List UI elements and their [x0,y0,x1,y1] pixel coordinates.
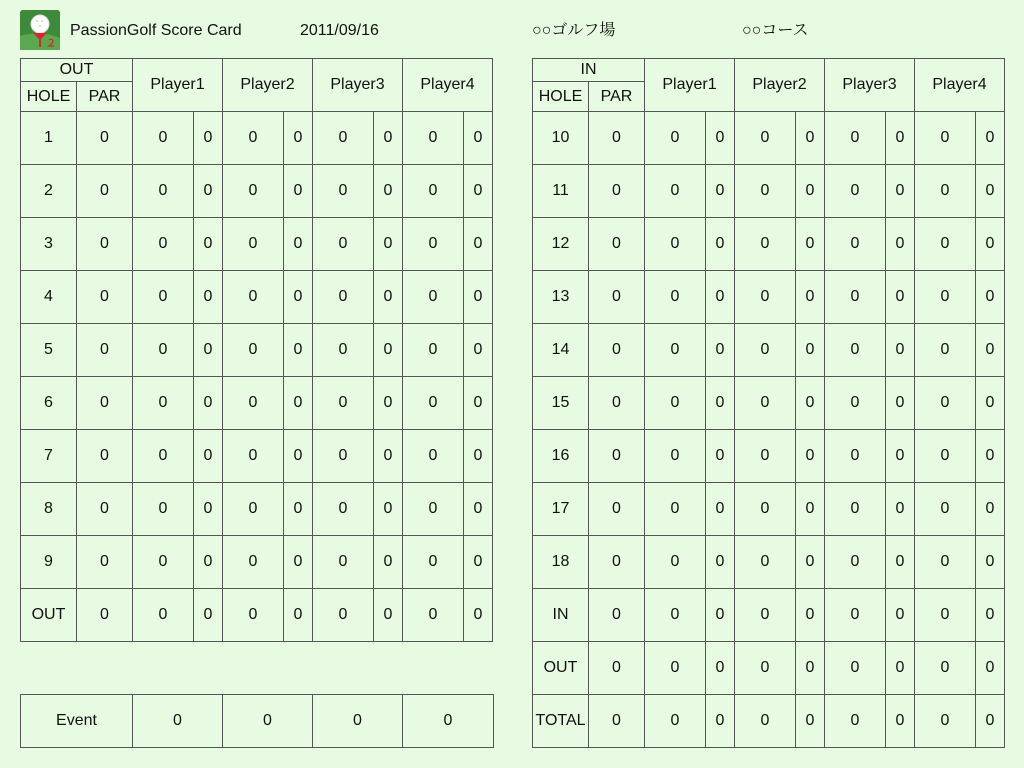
player1-putt-cell[interactable]: 0 [194,218,223,271]
player3-score-cell[interactable]: 0 [313,430,374,483]
player2-score-cell[interactable]: 0 [735,695,796,748]
player2-header[interactable]: Player2 [735,59,825,112]
player3-putt-cell[interactable]: 0 [374,483,403,536]
player3-putt-cell[interactable]: 0 [374,218,403,271]
player1-score-cell[interactable]: 0 [645,430,706,483]
player3-putt-cell[interactable]: 0 [374,271,403,324]
par-cell[interactable]: 0 [77,483,133,536]
player1-score-cell[interactable]: 0 [645,536,706,589]
event-table [20,694,494,748]
player3-score-cell[interactable]: 0 [825,324,886,377]
hole-number-cell: 1 [21,112,77,165]
player3-score-cell[interactable]: 0 [313,377,374,430]
player4-score-cell[interactable]: 0 [915,536,976,589]
hole-number-cell: 2 [21,165,77,218]
par-cell[interactable]: 0 [589,589,645,642]
hole-row [21,377,493,430]
par-cell[interactable]: 0 [77,430,133,483]
player4-score-cell[interactable]: 0 [915,165,976,218]
player4-score-cell[interactable]: 0 [915,430,976,483]
event-value-player1[interactable]: 0 [133,695,223,748]
player1-score-cell[interactable]: 0 [645,271,706,324]
player3-score-cell[interactable]: 0 [825,271,886,324]
par-column-header: PAR [589,82,645,112]
player1-score-cell[interactable]: 0 [645,642,706,695]
hole-row [533,112,1005,165]
par-cell[interactable]: 0 [77,589,133,642]
player1-score-cell[interactable]: 0 [645,112,706,165]
in-table-body [533,59,1005,748]
player1-score-cell[interactable]: 0 [645,218,706,271]
player1-putt-cell[interactable]: 0 [194,112,223,165]
par-cell[interactable]: 0 [589,536,645,589]
player1-putt-cell[interactable]: 0 [194,430,223,483]
hole-number-cell: 9 [21,536,77,589]
player3-putt-cell[interactable]: 0 [886,430,915,483]
par-cell[interactable]: 0 [589,642,645,695]
player3-score-cell[interactable]: 0 [313,112,374,165]
player1-score-cell[interactable]: 0 [133,377,194,430]
player1-putt-cell[interactable]: 0 [194,483,223,536]
player4-putt-cell[interactable]: 0 [464,165,493,218]
player2-putt-cell[interactable]: 0 [796,218,825,271]
player3-score-cell[interactable]: 0 [313,536,374,589]
player1-score-cell[interactable]: 0 [645,324,706,377]
player2-score-cell[interactable]: 0 [735,377,796,430]
player2-score-cell[interactable]: 0 [735,218,796,271]
player4-putt-cell[interactable]: 0 [976,377,1005,430]
hole-number-cell: 5 [21,324,77,377]
player4-score-cell[interactable]: 0 [915,695,976,748]
hole-number-cell: 16 [533,430,589,483]
player3-putt-cell[interactable]: 0 [374,589,403,642]
player3-putt-cell[interactable]: 0 [886,536,915,589]
player4-putt-cell[interactable]: 0 [976,271,1005,324]
player3-putt-cell[interactable]: 0 [374,165,403,218]
player4-putt-cell[interactable]: 0 [976,483,1005,536]
hole-row [21,324,493,377]
player2-score-cell[interactable]: 0 [735,536,796,589]
player2-putt-cell[interactable]: 0 [284,589,313,642]
par-cell[interactable]: 0 [77,112,133,165]
player3-putt-cell[interactable]: 0 [886,324,915,377]
player2-putt-cell[interactable]: 0 [284,271,313,324]
player2-putt-cell[interactable]: 0 [796,377,825,430]
player3-header[interactable]: Player3 [313,59,403,112]
hole-number-cell: 10 [533,112,589,165]
player3-score-cell[interactable]: 0 [313,165,374,218]
hole-row [533,430,1005,483]
player4-score-cell[interactable]: 0 [915,112,976,165]
player2-putt-cell[interactable]: 0 [796,589,825,642]
player4-score-cell[interactable]: 0 [403,218,464,271]
out-table-body [21,59,493,642]
player4-putt-cell[interactable]: 0 [976,589,1005,642]
player2-putt-cell[interactable]: 0 [284,218,313,271]
player2-putt-cell[interactable]: 0 [284,112,313,165]
player3-putt-cell[interactable]: 0 [886,589,915,642]
player3-score-cell[interactable]: 0 [313,271,374,324]
player2-header[interactable]: Player2 [223,59,313,112]
par-cell[interactable]: 0 [77,324,133,377]
player4-putt-cell[interactable]: 0 [464,430,493,483]
player2-putt-cell[interactable]: 0 [284,483,313,536]
player3-score-cell[interactable]: 0 [825,430,886,483]
player4-putt-cell[interactable]: 0 [976,324,1005,377]
golf-course-name[interactable]: ○○ゴルフ場 [532,22,616,39]
player1-putt-cell[interactable]: 0 [706,218,735,271]
player1-putt-cell[interactable]: 0 [706,324,735,377]
player4-score-cell[interactable]: 0 [403,536,464,589]
player3-score-cell[interactable]: 0 [313,483,374,536]
player1-score-cell[interactable]: 0 [133,430,194,483]
player3-putt-cell[interactable]: 0 [886,483,915,536]
player4-putt-cell[interactable]: 0 [976,430,1005,483]
player2-score-cell[interactable]: 0 [223,271,284,324]
player4-putt-cell[interactable]: 0 [464,589,493,642]
player2-score-cell[interactable]: 0 [223,430,284,483]
golf-ball-on-tee-icon[interactable] [20,10,60,50]
player4-score-cell[interactable]: 0 [403,324,464,377]
hole-number-cell: 7 [21,430,77,483]
player3-score-cell[interactable]: 0 [825,165,886,218]
hole-number-cell: TOTAL [533,695,589,748]
hole-number-cell: 3 [21,218,77,271]
section-label-in: IN [533,59,645,82]
hole-row [21,589,493,642]
player3-score-cell[interactable]: 0 [313,324,374,377]
player4-putt-cell[interactable]: 0 [464,483,493,536]
player4-score-cell[interactable]: 0 [403,377,464,430]
player1-putt-cell[interactable]: 0 [706,271,735,324]
par-cell[interactable]: 0 [589,112,645,165]
player4-putt-cell[interactable]: 0 [976,695,1005,748]
hole-row [533,271,1005,324]
hole-number-cell: OUT [21,589,77,642]
player1-score-cell[interactable]: 0 [133,324,194,377]
hole-number-cell: 4 [21,271,77,324]
event-value-player4[interactable]: 0 [403,695,494,748]
player2-score-cell[interactable]: 0 [223,165,284,218]
player4-putt-cell[interactable]: 0 [976,218,1005,271]
player2-score-cell[interactable]: 0 [223,324,284,377]
hole-row [21,271,493,324]
par-cell[interactable]: 0 [589,324,645,377]
player3-putt-cell[interactable]: 0 [886,377,915,430]
player2-putt-cell[interactable]: 0 [796,430,825,483]
event-value-player2[interactable]: 0 [223,695,313,748]
player4-putt-cell[interactable]: 0 [464,377,493,430]
player1-putt-cell[interactable]: 0 [194,324,223,377]
player2-score-cell[interactable]: 0 [223,377,284,430]
hole-column-header: HOLE [533,82,589,112]
player4-score-cell[interactable]: 0 [915,271,976,324]
hole-number-cell: 8 [21,483,77,536]
player2-putt-cell[interactable]: 0 [796,536,825,589]
player3-score-cell[interactable]: 0 [825,642,886,695]
hole-number-cell: 11 [533,165,589,218]
player2-putt-cell[interactable]: 0 [284,324,313,377]
player2-putt-cell[interactable]: 0 [796,483,825,536]
hole-row [21,218,493,271]
player3-score-cell[interactable]: 0 [825,483,886,536]
par-cell[interactable]: 0 [589,377,645,430]
player1-score-cell[interactable]: 0 [133,483,194,536]
hole-number-cell: 12 [533,218,589,271]
par-cell[interactable]: 0 [589,483,645,536]
player1-score-cell[interactable]: 0 [133,536,194,589]
hole-number-cell: 18 [533,536,589,589]
player1-putt-cell[interactable]: 0 [706,483,735,536]
player3-putt-cell[interactable]: 0 [886,165,915,218]
hole-row [533,483,1005,536]
player3-putt-cell[interactable]: 0 [374,112,403,165]
player2-putt-cell[interactable]: 0 [796,324,825,377]
player3-score-cell[interactable]: 0 [825,377,886,430]
hole-row [21,112,493,165]
round-date[interactable]: 2011/09/16 [300,22,379,39]
player4-score-cell[interactable]: 0 [915,324,976,377]
player3-putt-cell[interactable]: 0 [886,695,915,748]
hole-number-cell: IN [533,589,589,642]
hole-row [533,165,1005,218]
par-cell[interactable]: 0 [77,271,133,324]
hole-row [533,377,1005,430]
player3-putt-cell[interactable]: 0 [374,377,403,430]
player2-putt-cell[interactable]: 0 [284,536,313,589]
player2-score-cell[interactable]: 0 [735,271,796,324]
player1-score-cell[interactable]: 0 [133,589,194,642]
player4-score-cell[interactable]: 0 [915,218,976,271]
player4-putt-cell[interactable]: 0 [976,112,1005,165]
in-scorecard-table [532,58,1005,748]
player1-score-cell[interactable]: 0 [133,271,194,324]
player1-score-cell[interactable]: 0 [645,695,706,748]
player4-putt-cell[interactable]: 0 [464,324,493,377]
player2-putt-cell[interactable]: 0 [796,112,825,165]
hole-row [533,695,1005,748]
player1-putt-cell[interactable]: 0 [706,695,735,748]
player3-putt-cell[interactable]: 0 [886,218,915,271]
event-label: Event [21,695,133,748]
par-cell[interactable]: 0 [589,165,645,218]
player1-score-cell[interactable]: 0 [645,165,706,218]
player4-putt-cell[interactable]: 0 [464,536,493,589]
section-label-out: OUT [21,59,133,82]
player3-putt-cell[interactable]: 0 [886,271,915,324]
player2-putt-cell[interactable]: 0 [284,430,313,483]
player1-score-cell[interactable]: 0 [645,377,706,430]
player3-score-cell[interactable]: 0 [825,112,886,165]
player2-score-cell[interactable]: 0 [735,483,796,536]
player2-putt-cell[interactable]: 0 [284,165,313,218]
hole-row [21,165,493,218]
player3-score-cell[interactable]: 0 [825,218,886,271]
player1-putt-cell[interactable]: 0 [706,377,735,430]
hole-row [533,589,1005,642]
player3-putt-cell[interactable]: 0 [374,536,403,589]
player1-score-cell[interactable]: 0 [133,218,194,271]
par-cell[interactable]: 0 [77,218,133,271]
player3-putt-cell[interactable]: 0 [886,642,915,695]
hole-row [533,642,1005,695]
player1-putt-cell[interactable]: 0 [706,430,735,483]
hole-column-header: HOLE [21,82,77,112]
hole-row [533,218,1005,271]
player4-score-cell[interactable]: 0 [915,483,976,536]
player2-putt-cell[interactable]: 0 [796,695,825,748]
event-value-player3[interactable]: 0 [313,695,403,748]
player2-score-cell[interactable]: 0 [223,112,284,165]
player2-putt-cell[interactable]: 0 [284,377,313,430]
player3-header[interactable]: Player3 [825,59,915,112]
player4-putt-cell[interactable]: 0 [464,112,493,165]
player3-score-cell[interactable]: 0 [313,218,374,271]
player1-putt-cell[interactable]: 0 [194,271,223,324]
player2-score-cell[interactable]: 0 [223,218,284,271]
player2-score-cell[interactable]: 0 [223,536,284,589]
hole-row [21,536,493,589]
hole-number-cell: 6 [21,377,77,430]
player4-header[interactable]: Player4 [403,59,493,112]
player4-header[interactable]: Player4 [915,59,1005,112]
hole-number-cell: 17 [533,483,589,536]
hole-row [533,536,1005,589]
player3-putt-cell[interactable]: 0 [374,430,403,483]
player1-putt-cell[interactable]: 0 [706,112,735,165]
player1-putt-cell[interactable]: 0 [194,165,223,218]
player2-score-cell[interactable]: 0 [735,430,796,483]
player1-putt-cell[interactable]: 0 [194,536,223,589]
par-cell[interactable]: 0 [77,536,133,589]
player2-putt-cell[interactable]: 0 [796,271,825,324]
par-cell[interactable]: 0 [589,430,645,483]
par-column-header: PAR [77,82,133,112]
player1-score-cell[interactable]: 0 [133,165,194,218]
player2-putt-cell[interactable]: 0 [796,165,825,218]
course-name[interactable]: ○○コース [742,22,809,39]
player3-putt-cell[interactable]: 0 [886,112,915,165]
player2-score-cell[interactable]: 0 [735,642,796,695]
par-cell[interactable]: 0 [77,165,133,218]
player2-score-cell[interactable]: 0 [223,483,284,536]
player4-score-cell[interactable]: 0 [403,165,464,218]
player3-score-cell[interactable]: 0 [825,589,886,642]
player1-score-cell[interactable]: 0 [133,112,194,165]
par-cell[interactable]: 0 [589,271,645,324]
player4-putt-cell[interactable]: 0 [976,536,1005,589]
player4-score-cell[interactable]: 0 [915,642,976,695]
hole-number-cell: 13 [533,271,589,324]
player4-putt-cell[interactable]: 0 [464,271,493,324]
player4-score-cell[interactable]: 0 [915,377,976,430]
player4-putt-cell[interactable]: 0 [976,165,1005,218]
app-title: PassionGolf Score Card [70,22,242,39]
player4-score-cell[interactable]: 0 [403,112,464,165]
player2-score-cell[interactable]: 0 [223,589,284,642]
hole-row [21,483,493,536]
player1-score-cell[interactable]: 0 [645,589,706,642]
player1-score-cell[interactable]: 0 [645,483,706,536]
player2-score-cell[interactable]: 0 [735,589,796,642]
player3-putt-cell[interactable]: 0 [374,324,403,377]
player1-header[interactable]: Player1 [645,59,735,112]
hole-number-cell: 15 [533,377,589,430]
out-scorecard-table [20,58,493,642]
player2-score-cell[interactable]: 0 [735,324,796,377]
player2-score-cell[interactable]: 0 [735,165,796,218]
player2-putt-cell[interactable]: 0 [796,642,825,695]
header-bar [0,0,1024,56]
player1-putt-cell[interactable]: 0 [706,589,735,642]
player4-score-cell[interactable]: 0 [403,483,464,536]
hole-number-cell: OUT [533,642,589,695]
player3-score-cell[interactable]: 0 [825,536,886,589]
par-cell[interactable]: 0 [77,377,133,430]
player3-score-cell[interactable]: 0 [313,589,374,642]
hole-row [533,324,1005,377]
player1-header[interactable]: Player1 [133,59,223,112]
player4-score-cell[interactable]: 0 [403,589,464,642]
player4-score-cell[interactable]: 0 [403,430,464,483]
player3-score-cell[interactable]: 0 [825,695,886,748]
player1-putt-cell[interactable]: 0 [194,377,223,430]
player4-putt-cell[interactable]: 0 [464,218,493,271]
player2-score-cell[interactable]: 0 [735,112,796,165]
player4-score-cell[interactable]: 0 [915,589,976,642]
player4-putt-cell[interactable]: 0 [976,642,1005,695]
player1-putt-cell[interactable]: 0 [706,165,735,218]
hole-number-cell: 14 [533,324,589,377]
par-cell[interactable]: 0 [589,218,645,271]
player1-putt-cell[interactable]: 0 [706,536,735,589]
hole-row [21,430,493,483]
player1-putt-cell[interactable]: 0 [194,589,223,642]
par-cell[interactable]: 0 [589,695,645,748]
player1-putt-cell[interactable]: 0 [706,642,735,695]
player4-score-cell[interactable]: 0 [403,271,464,324]
